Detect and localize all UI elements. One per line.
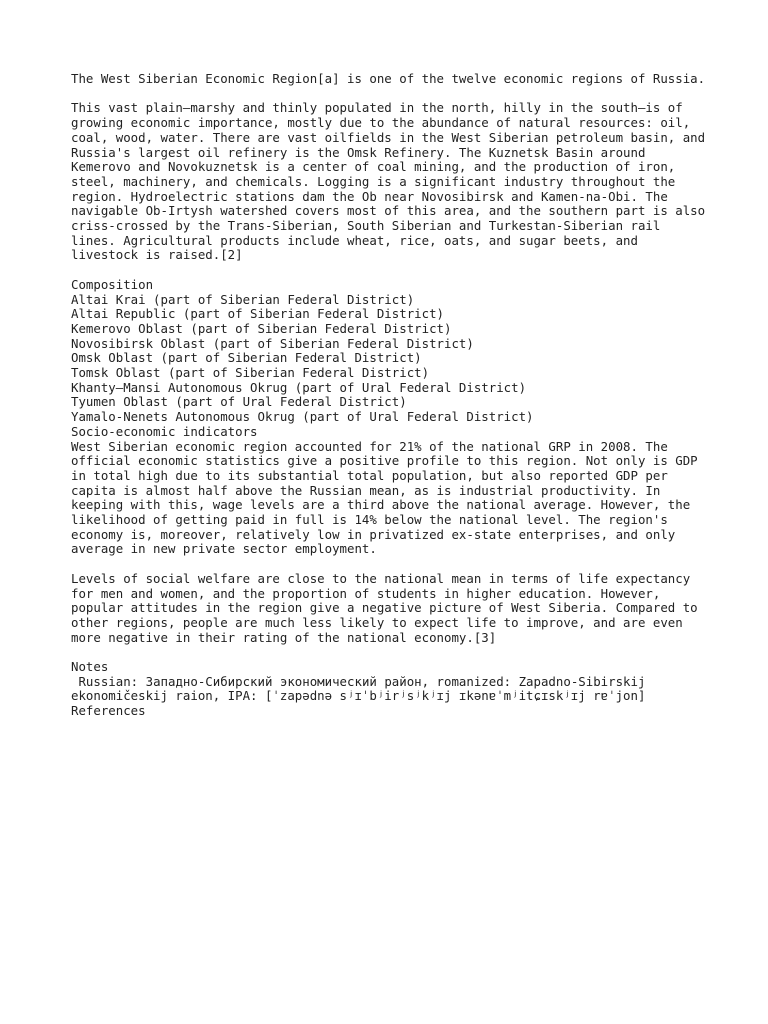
composition-item: Novosibirsk Oblast (part of Siberian Federal District)	[71, 335, 474, 351]
notes-text: Russian: Западно-Сибирский экономический район, romanized: Zapadno-Sibirskij ekonomičeskij raion, IPA: [ˈzapədnə sʲɪˈbʲirʲsʲkʲɪj ɪkənɐˈmʲitɕɪskʲɪj rɐˈjon]	[71, 673, 653, 704]
references-heading: References	[71, 703, 146, 719]
socio-economic-heading: Socio-economic indicators	[71, 423, 258, 439]
composition-heading: Composition	[71, 276, 154, 292]
composition-item: Altai Republic (part of Siberian Federal District)	[71, 306, 444, 322]
spacer	[71, 87, 711, 102]
composition-item: Tomsk Oblast (part of Siberian Federal District)	[71, 365, 430, 381]
spacer	[71, 263, 711, 278]
article-body	[71, 72, 711, 719]
spacer	[71, 645, 711, 660]
intro-paragraph: The West Siberian Economic Region[a] is one of the twelve economic regions of Russia.	[71, 71, 706, 86]
notes-heading: Notes	[71, 659, 109, 675]
composition-item: Khanty–Mansi Autonomous Okrug (part of Ural Federal District)	[71, 379, 527, 395]
composition-item: Omsk Oblast (part of Siberian Federal District)	[71, 350, 422, 366]
overview-paragraph: This vast plain—marshy and thinly populated in the north, hilly in the south—is of growing economic importance, mostly due to the abundance of natural resources: oil, coal, wood, water. There are vast oilfields in the West Siberian petroleum basin, and Russia's largest oil refinery is the Omsk Refinery. The Kuznetsk Basin around Kemerovo and Novokuznetsk is a center of coal mining, and the production of iron, steel, machinery, and chemicals. Logging is a significant industry throughout the region. Hydroelectric stations dam the Ob near Novosibirsk and Kamen-na-Obi. The navigable Ob-Irtysh watershed covers most of this area, and the southern part is also criss-crossed by the Trans-Siberian, South Siberian and Turkestan-Siberian rail lines. Agricultural products include wheat, rice, oats, and sugar beets, and livestock is raised.[2]	[71, 100, 713, 263]
socio-economic-paragraph-1: West Siberian economic region accounted for 21% of the national GRP in 2008. The official economic statistics give a positive profile to this region. Not only is GDP in total high due to its substantial total population, but also reported GDP per capita is almost half above the Russian mean, as is industrial productivity. In keeping with this, wage levels are a third above the national average. However, the likelihood of getting paid in full is 14% below the national level. The region's economy is, moreover, relatively low in privatized ex-state enterprises, and only average in new private sector employment.	[71, 438, 706, 557]
composition-item: Tyumen Oblast (part of Ural Federal District)	[71, 394, 407, 410]
composition-item: Yamalo-Nenets Autonomous Okrug (part of Ural Federal District)	[71, 409, 534, 425]
composition-item: Altai Krai (part of Siberian Federal District)	[71, 291, 415, 307]
socio-economic-paragraph-2: Levels of social welfare are close to the national mean in terms of life expectancy for men and women, and the proportion of students in higher education. However, popular attitudes in the region give a negative picture of West Siberia. Compared to other regions, people are much less likely to expect life to improve, and are even more negative in their rating of the national economy.[3]	[71, 570, 706, 645]
composition-item: Kemerovo Oblast (part of Siberian Federal District)	[71, 320, 452, 336]
spacer	[71, 557, 711, 572]
